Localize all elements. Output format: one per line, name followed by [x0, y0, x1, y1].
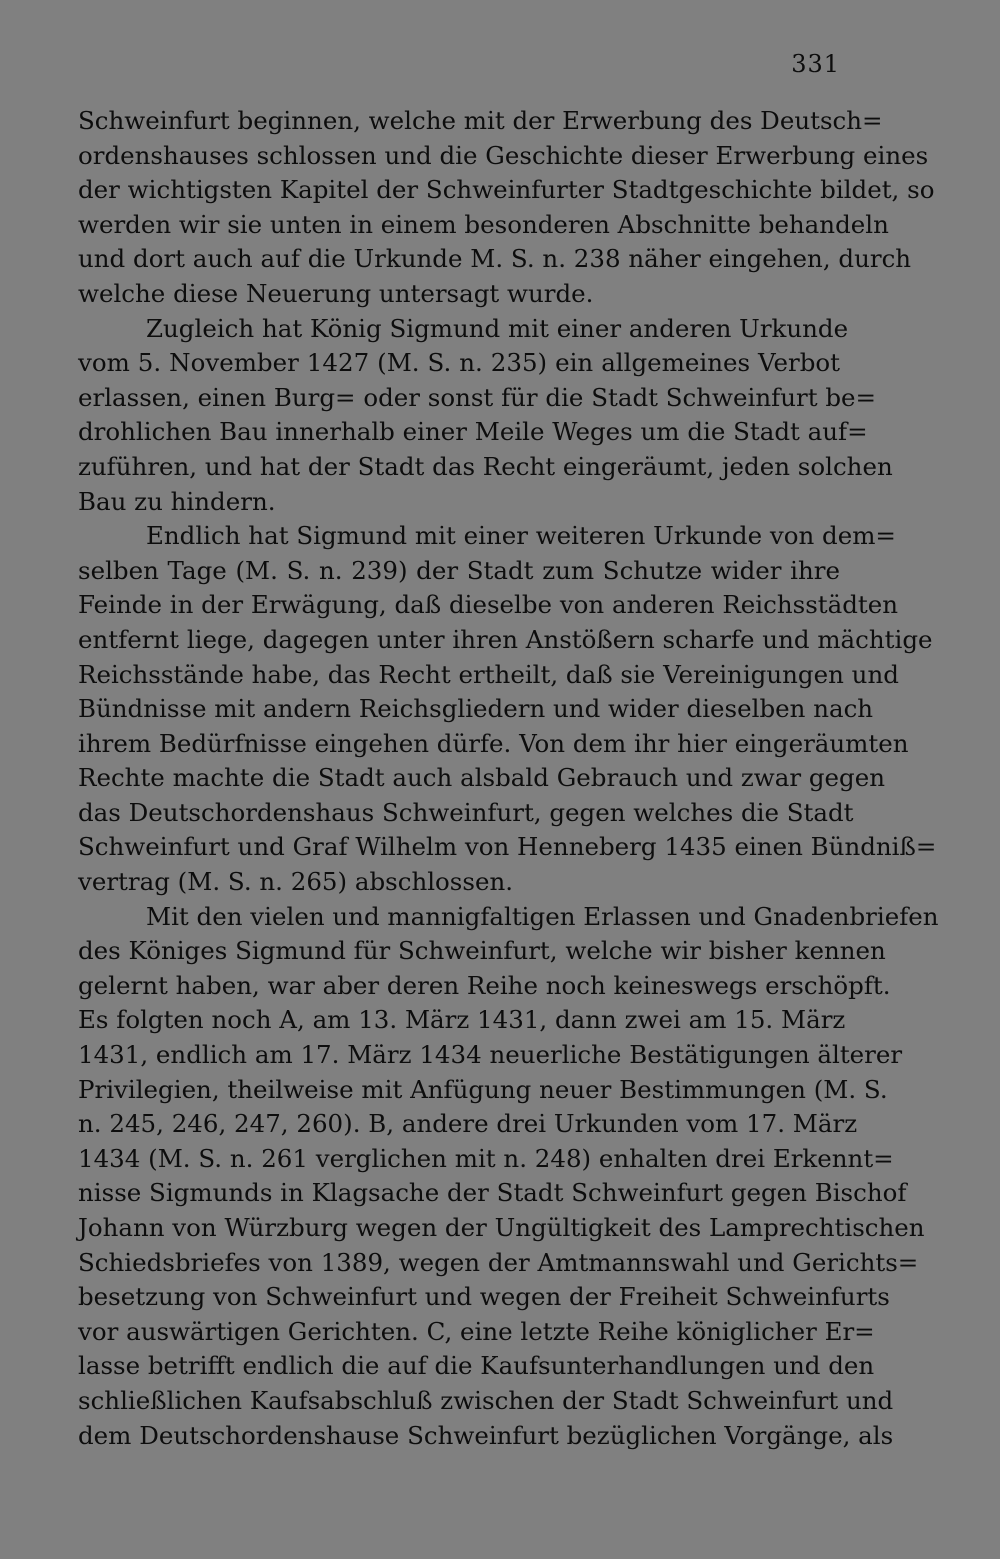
text-line: n. 245, 246, 247, 260). B, andere drei Urkunden vom 17. März	[78, 1109, 858, 1139]
text-line: Privilegien, theilweise mit Anfügung neuer Bestimmungen (M. S.	[78, 1074, 888, 1104]
text-line: vertrag (M. S. n. 265) abschlossen.	[78, 867, 514, 897]
text-line: Schweinfurt beginnen, welche mit der Erwerbung des Deutsch=	[78, 106, 883, 135]
page-number: 331	[791, 50, 840, 78]
text-line: und dort auch auf die Urkunde M. S. n. 238 näher eingehen, durch	[78, 244, 912, 274]
text-line: Reichsstände habe, das Recht ertheilt, daß sie Vereinigungen und	[78, 659, 899, 689]
text-line: 1431, endlich am 17. März 1434 neuerliche Bestätigungen älterer	[78, 1040, 903, 1070]
text-line: Endlich hat Sigmund mit einer weiteren Urkunde von dem=	[146, 521, 896, 551]
text-line: vom 5. November 1427 (M. S. n. 235) ein allgemeines Verbot	[78, 348, 840, 378]
text-line: dem Deutschordenshause Schweinfurt bezüglichen Vorgänge, als	[78, 1420, 894, 1450]
text-line: schließlichen Kaufsabschluß zwischen der Stadt Schweinfurt und	[78, 1385, 894, 1415]
text-line: selben Tage (M. S. n. 239) der Stadt zum Schutze wider ihre	[78, 555, 840, 585]
text-line: Mit den vielen und mannigfaltigen Erlassen und Gnadenbriefen	[146, 901, 939, 931]
text-line: Schiedsbriefes von 1389, wegen der Amtmannswahl und Gerichts=	[78, 1247, 919, 1277]
text-line: Bündnisse mit andern Reichsgliedern und wider dieselben nach	[78, 694, 874, 724]
text-line: entfernt liege, dagegen unter ihren Anstößern scharfe und mächtige	[78, 624, 933, 654]
text-line: Es folgten noch A, am 13. März 1431, dann zwei am 15. März	[78, 1005, 846, 1035]
text-line: das Deutschordenshaus Schweinfurt, gegen welches die Stadt	[78, 797, 854, 827]
body-text	[78, 104, 939, 1453]
text-line: Schweinfurt und Graf Wilhelm von Henneberg 1435 einen Bündniß=	[78, 832, 937, 862]
text-line: Bau zu hindern.	[78, 486, 276, 516]
text-line: drohlichen Bau innerhalb einer Meile Weges um die Stadt auf=	[78, 417, 868, 447]
text-line: Feinde in der Erwägung, daß dieselbe von anderen Reichsstädten	[78, 590, 899, 620]
text-line: ordenshauses schlossen und die Geschichte dieser Erwerbung eines	[78, 140, 929, 170]
text-line: Rechte machte die Stadt auch alsbald Gebrauch und zwar gegen	[78, 763, 885, 793]
text-line: zuführen, und hat der Stadt das Recht eingeräumt, jeden solchen	[78, 451, 893, 481]
text-line: nisse Sigmunds in Klagsache der Stadt Schweinfurt gegen Bischof	[78, 1178, 907, 1208]
text-line: 1434 (M. S. n. 261 verglichen mit n. 248) enhalten drei Erkennt=	[78, 1143, 894, 1173]
text-line: besetzung von Schweinfurt und wegen der Freiheit Schweinfurts	[78, 1282, 890, 1312]
text-line: erlassen, einen Burg= oder sonst für die Stadt Schweinfurt be=	[78, 382, 877, 412]
text-line: ihrem Bedürfnisse eingehen dürfe. Von dem ihr hier eingeräumten	[78, 728, 909, 758]
text-line: lasse betrifft endlich die auf die Kaufsunterhandlungen und den	[78, 1351, 875, 1381]
text-line: gelernt haben, war aber deren Reihe noch keineswegs erschöpft.	[78, 970, 891, 1000]
text-line: des Königes Sigmund für Schweinfurt, welche wir bisher kennen	[78, 936, 886, 966]
text-line: werden wir sie unten in einem besonderen Abschnitte behandeln	[78, 209, 889, 239]
text-line: vor auswärtigen Gerichten. C, eine letzte Reihe königlicher Er=	[78, 1316, 875, 1346]
text-line: Zugleich hat König Sigmund mit einer anderen Urkunde	[146, 313, 849, 343]
text-line: welche diese Neuerung untersagt wurde.	[78, 278, 594, 308]
text-line: der wichtigsten Kapitel der Schweinfurter Stadtgeschichte bildet, so	[78, 175, 935, 205]
text-line: Johann von Würzburg wegen der Ungültigkeit des Lamprechtischen	[78, 1213, 925, 1242]
